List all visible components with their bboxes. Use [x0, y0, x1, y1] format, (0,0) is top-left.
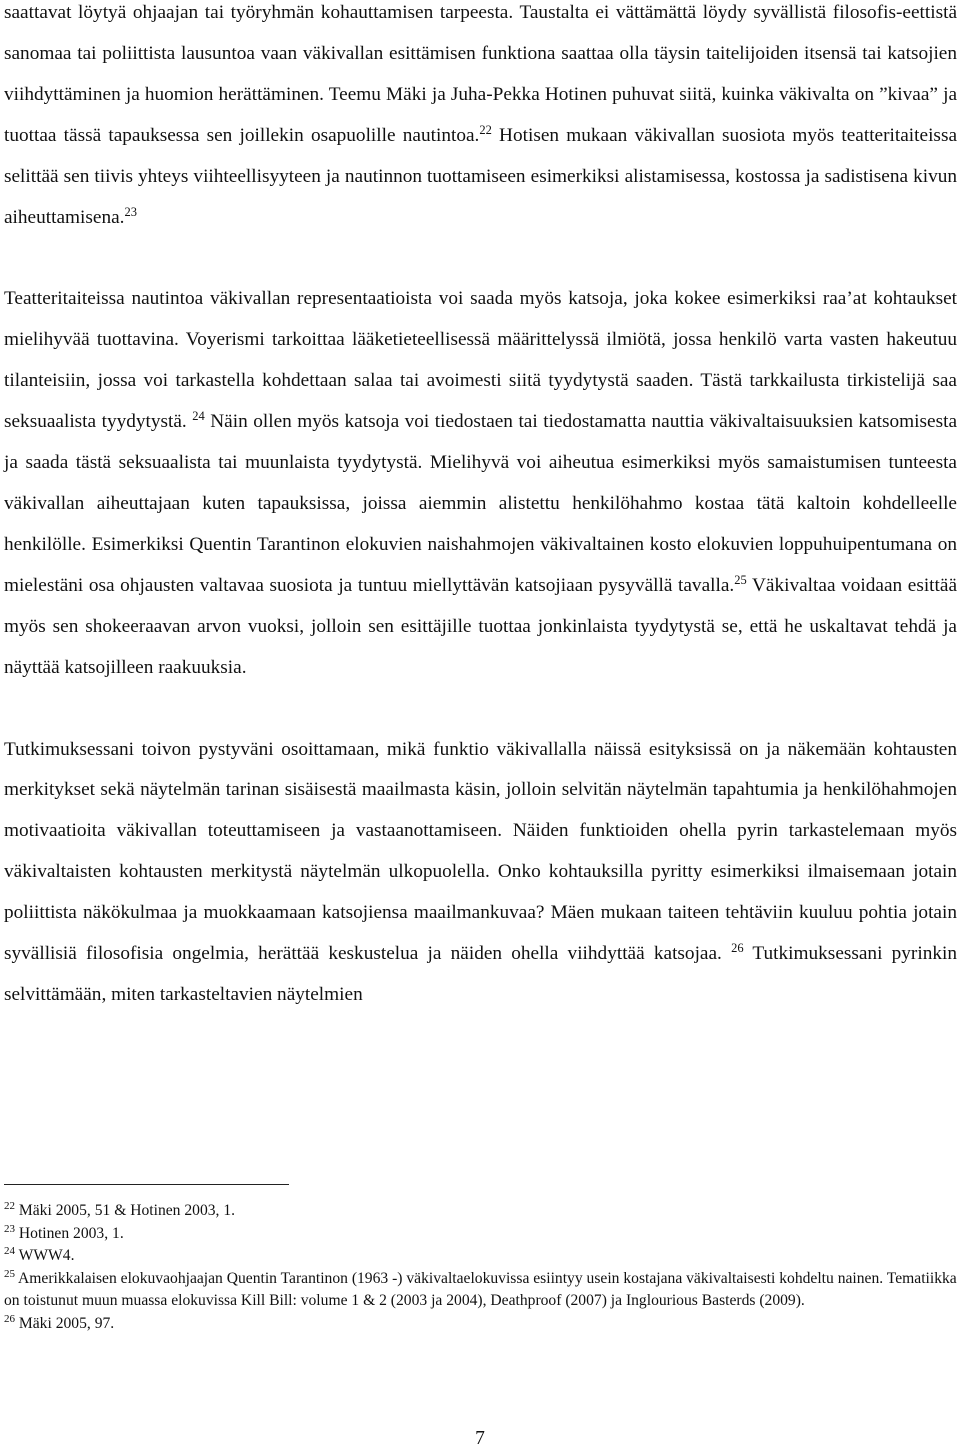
footnote-reference: 24	[192, 409, 205, 424]
paragraph-text: saattavat löytyä ohjaajan tai työryhmän kohauttamisen tarpeesta. Taustalta ei vättämättä löydy syvällistä filosofis-eettistä sanomaa tai poliittista lausuntoa vaan väkivallan esittämisen funktiona saattaa olla täysin taitelijoiden itsensä tai katsojien viihdyttäminen ja huomion herättäminen. Teemu Mäki ja Juha-Pekka Hotinen puhuvat siitä, kuinka väkivalta on ”kivaa” ja tuottaa tässä tapauksessa sen joillekin osapuolille nautintoa.	[4, 2, 957, 146]
paragraph-text: Tutkimuksessani pyrinkin selvittämään, miten tarkasteltavien näytelmien	[4, 943, 957, 1005]
footnote-text: Amerikkalaisen elokuvaohjaajan Quentin Tarantinon (1963 -) väkivaltaelokuvissa esiintyy usein kostajana väkivaltaisesti kohdeltu nainen. Tematiikka on toistunut muun muassa elokuvissa Kill Bill: volume 1 & 2 (2003 ja 2004), Deathproof (2007) ja Inglourious Basterds (2009).	[4, 1269, 957, 1310]
footnote-reference: 25	[734, 572, 747, 587]
body-text	[4, 0, 957, 1016]
paragraph-text: Väkivaltaa voidaan esittää myös sen shokeeraavan arvon vuoksi, jolloin sen esittäjille tuottaa jonkinlaista tyydytystä se, että he uskaltavat tehdä ja näyttää katsojilleen raakuuksia.	[4, 574, 958, 678]
footnote-reference: 23	[124, 204, 137, 219]
paragraph	[4, 279, 957, 688]
footnote-text: WWW4.	[15, 1247, 75, 1265]
footnote-number: 22	[4, 1200, 15, 1212]
document-page	[4, 0, 958, 1332]
footnote-separator	[4, 1184, 289, 1185]
footnote-reference: 26	[731, 941, 744, 956]
footnote	[4, 1200, 957, 1223]
footnote-text: Hotinen 2003, 1.	[15, 1224, 124, 1242]
footnote-text: Mäki 2005, 51 & Hotinen 2003, 1.	[15, 1202, 236, 1219]
paragraph-text: Tutkimuksessani toivon pystyväni osoittamaan, mikä funktio väkivallalla näissä esityksissä on ja näkemään kohtausten merkitykset sekä näytelmän tarinan sisäisestä maailmasta käsin, jolloin selvitän näytelmän tapahtumia ja henkilöhahmojen motivaatioita väkivallan toteuttamiseen ja vastaanottamiseen. Näiden funktioiden ohella pyrin tarkastelemaan myös väkivaltaisten kohtausten merkitystä näytelmän ulkopuolella. Onko kohtauksilla pyritty esimerkiksi ilmaisemaan jotain poliittista näkökulmaa ja muokkaamaan katsojiensa maailmankuvaa? Mäen mukaan taiteen tehtäviin kuuluu pohtia jotain syvällisiä filosofisia ongelmia, herättää keskustelua ja näiden ohella viihdyttää katsojaa.	[4, 738, 957, 965]
footnote	[4, 1268, 957, 1313]
footnote	[4, 1245, 957, 1268]
footnote-text: Mäki 2005, 97.	[15, 1314, 115, 1332]
paragraph-text: Näin ollen myös katsoja voi tiedostaen tai tiedostamatta nauttia väkivaltaisuuksien katsomisesta ja saada tästä seksuaalista tai muunlaista tyydytystä. Mielihyvä voi aiheutua esimerkiksi myös samaistumisen tunteesta väkivallan aiheuttajaan kuten tapauksissa, joissa aiemmin alistettu henkilöhahmo kostaa tätä kaltoin kohdelleelle henkilölle. Esimerkiksi Quentin Tarantinon elokuvien naishahmojen väkivaltainen kosto elokuvien loppuhuipentumana on mielestäni osa ohjausten valtavaa suosiota ja tuntuu miellyttävän katsojiaan pysyvällä tavalla.	[4, 411, 957, 596]
footnote-number: 25	[4, 1267, 15, 1280]
footnote-reference: 22	[479, 122, 492, 137]
page-number: 7	[475, 1428, 485, 1449]
footnote-number: 23	[4, 1222, 15, 1235]
footnote-number: 24	[4, 1245, 15, 1258]
footnote	[4, 1223, 957, 1246]
paragraph-text: Teatteritaiteissa nautintoa väkivallan representaatioista voi saada myös katsoja, joka kokee esimerkiksi raa’at kohtaukset mielihyvää tuottavina. Voyerismi tarkoittaa lääketieteellisessä määrittelyssä ilmiötä, jossa henkilö varta vasten hakeutuu tilanteisiin, jossa voi tarkastella kohdettaan salaa tai avoimesti siitä tyydytystä saaden. Tästä tarkkailusta tirkistelijä saa seksuaalista tyydytystä.	[4, 288, 957, 433]
footnotes	[4, 1200, 957, 1336]
paragraph	[4, 0, 957, 238]
paragraph	[4, 730, 957, 1016]
footnote-number: 26	[4, 1312, 15, 1325]
footnote	[4, 1313, 957, 1336]
paragraph-text: Hotisen mukaan väkivallan suosiota myös teatteritaiteissa selittää sen tiivis yhteys viihteellisyyteen ja nautinnon tuottamiseen esimerkiksi alistamisessa, kostossa ja sadistisena kivun aiheuttamisena.	[4, 124, 957, 228]
